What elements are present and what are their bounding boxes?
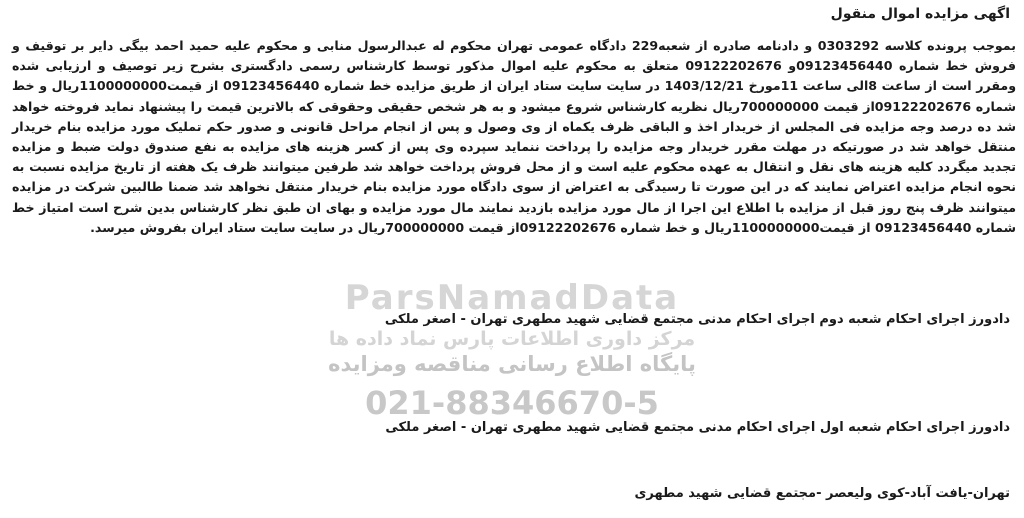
- watermark-phone: 021-88346670-5: [365, 384, 659, 422]
- signer-branch-one: دادورز اجرای احکام شعبه اول اجرای احکام مدنی مجتمع قضایی شهید مطهری تهران - اصغر ملکی: [385, 420, 1010, 435]
- watermark-line-1: مرکز داوری اطلاعات پارس نماد داده ها: [328, 328, 696, 350]
- notice-body: بموجب پرونده کلاسه 0303292 و دادنامه صادره از شعبه229 دادگاه عمومی تهران محکوم له عبدالرسول منابی و محکوم علیه حمید احمد بیگی دایر بر توقیف و فروش خط شماره 09123456440و 09122202676 متعلق به محکوم علیه اموال مذکور توسط کارشناس رسمی دادگستری بشرح زیر توصیف و ارزیابی شده ومقرر است از ساعت 8الی ساعت 11مورخ 1403/12/21 در سایت سایت ستاد ایران از طریق مزایده خط شماره 09123456440 از قیمت1100000000ریال و خط شماره 09122202676از قیمت 700000000ریال نظریه کارشناس شروع میشود و به هر شخص حقیقی وحقوقی که بالاترین قیمت را پیشنهاد نماید فروخته خواهد شد ده درصد وجه مزایده فی المجلس از خریدار اخذ و الباقی ظرف یکماه از وی وصول و پس از انجام مراحل قانونی و صدور حکم تملیک مورد مزایده بنام خریدار منتقل خواهد شد در صورتیکه در مهلت مقرر خریدار وجه مزایده را پرداخت ننماید سپرده وی پس از کسر هزینه های مزایده به نفع صندوق دولت ضبط و مزایده تجدید میگردد کلیه هزینه های نقل و انتقال به عهده محکوم علیه است و از محل فروش پرداخت خواهد شد طرفین میتوانند ظرف یک هفته از تاریخ مزایده نسبت به نحوه انجام مزایده اعتراض نمایند که در این صورت تا رسیدگی به اعتراض از سوی دادگاه مورد مزایده بنام خریدار منتقل نخواهد شد ضمنا طالبین شرکت در مزایده میتوانند ظرف پنج روز قبل از مزایده با اطلاع این اجرا از مال مورد مزایده بازدید نمایند مال مورد مزایده و بهای ان طبق نظر کارشناس بدین شرح است امتیاز خط شماره 09123456440 از قیمت1100000000ریال و خط شماره 09122202676از قیمت 700000000ریال در سایت سایت ستاد ایران بفروش میرسد.: [12, 38, 1017, 235]
- watermark-brand: ParsNamadData: [344, 278, 680, 318]
- watermark-line-2: پایگاه اطلاع رسانی مناقصه ومزایده: [328, 352, 696, 376]
- signer-branch-two: دادورز اجرای احکام شعبه دوم اجرای احکام مدنی مجتمع قضایی شهید مطهری تهران - اصغر ملکی: [384, 312, 1010, 327]
- notice-title: اگهی مزایده اموال منقول: [830, 6, 1010, 22]
- court-address: تهران-یافت آباد-کوی ولیعصر -مجتمع قضایی شهید مطهری: [634, 486, 1010, 501]
